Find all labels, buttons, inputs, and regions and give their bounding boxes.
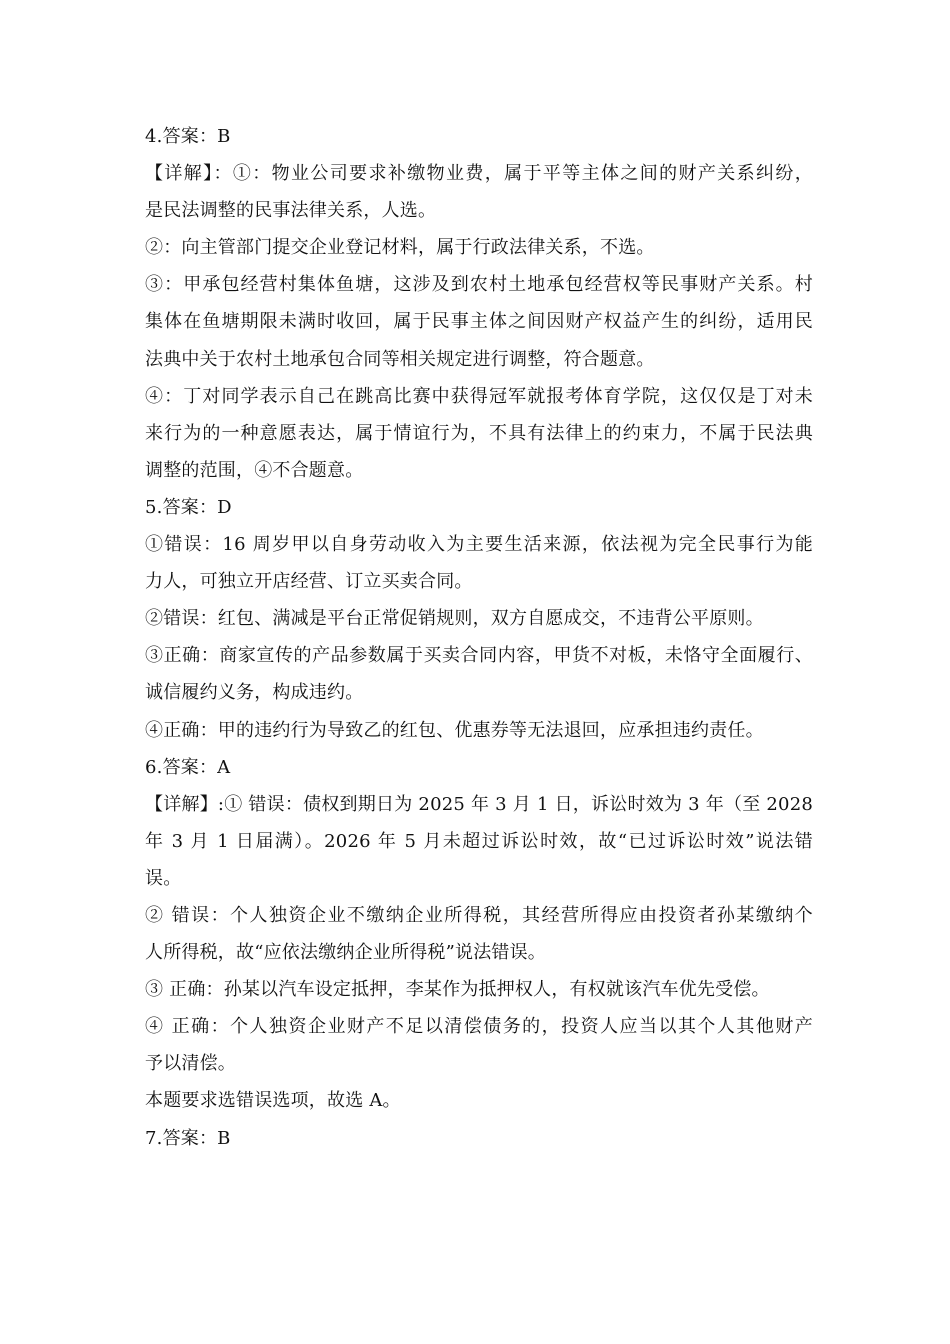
explanation-5-item-1-line-1: ①错误：16 周岁甲以自身劳动收入为主要生活来源，依法视为完全民事行为能 [145,534,813,556]
explanation-6-item-4-line-2: 予以清偿。 [145,1053,236,1075]
answer-5-heading: 5.答案：D [145,496,232,518]
explanation-4-item-2: ②：向主管部门提交企业登记材料，属于行政法律关系，不选。 [145,237,655,259]
explanation-4-item-3-line-1: ③：甲承包经营村集体鱼塘，这涉及到农村土地承包经营权等民事财产关系。村 [145,274,813,296]
answer-6-heading: 6.答案：A [145,756,231,778]
explanation-4-item-3-line-2: 集体在鱼塘期限未满时收回，属于民事主体之间因财产权益产生的纠纷，适用民 [145,311,813,333]
document-body [145,118,813,1157]
explanation-6-item-1-line-1: 【详解】:① 错误：债权到期日为 2025 年 3 月 1 日，诉讼时效为 3 年（至 2028 [145,793,813,815]
explanation-5-item-4: ④正确：甲的违约行为导致乙的红包、优惠券等无法退回，应承担违约责任。 [145,719,764,741]
explanation-4-item-4-line-3: 调整的范围，④不合题意。 [145,459,364,481]
explanation-6-item-2-line-1: ② 错误：个人独资企业不缴纳企业所得税，其经营所得应由投资者孙某缴纳个 [145,904,813,926]
explanation-5-item-3-line-1: ③正确：商家宣传的产品参数属于买卖合同内容，甲货不对板，未恪守全面履行、 [145,645,813,667]
explanation-4-line-1: 【详解】：①：物业公司要求补缴物业费，属于平等主体之间的财产关系纠纷， [145,163,813,185]
explanation-6-conclusion: 本题要求选错误选项，故选 A。 [145,1090,401,1112]
explanation-4-item-4-line-2: 来行为的一种意愿表达，属于情谊行为，不具有法律上的约束力，不属于民法典 [145,422,813,444]
answer-7-heading: 7.答案：B [145,1127,231,1149]
explanation-6-item-1-line-3: 误。 [145,867,182,889]
explanation-5-item-3-line-2: 诚信履约义务，构成违约。 [145,682,364,704]
answer-4-heading: 4.答案：B [145,126,231,147]
explanation-6-item-1-line-2: 年 3 月 1 日届满）。2026 年 5 月未超过诉讼时效，故“已过诉讼时效”说法错 [145,830,813,852]
explanation-4-item-3-line-3: 法典中关于农村土地承包合同等相关规定进行调整，符合题意。 [145,348,655,370]
explanation-4-line-2: 是民法调整的民事法律关系，人选。 [145,200,437,222]
explanation-4-item-4-line-1: ④：丁对同学表示自己在跳高比赛中获得冠军就报考体育学院，这仅仅是丁对未 [145,385,813,407]
explanation-5-item-1-line-2: 力人，可独立开店经营、订立买卖合同。 [145,571,473,593]
explanation-6-item-3: ③ 正确：孙某以汽车设定抵押，李某作为抵押权人，有权就该汽车优先受偿。 [145,979,770,1001]
explanation-5-item-2: ②错误：红包、满减是平台正常促销规则，双方自愿成交，不违背公平原则。 [145,608,764,630]
explanation-6-item-4-line-1: ④ 正确：个人独资企业财产不足以清偿债务的，投资人应当以其个人其他财产 [145,1016,813,1038]
explanation-6-item-2-line-2: 人所得税，故“应依法缴纳企业所得税”说法错误。 [145,942,547,964]
